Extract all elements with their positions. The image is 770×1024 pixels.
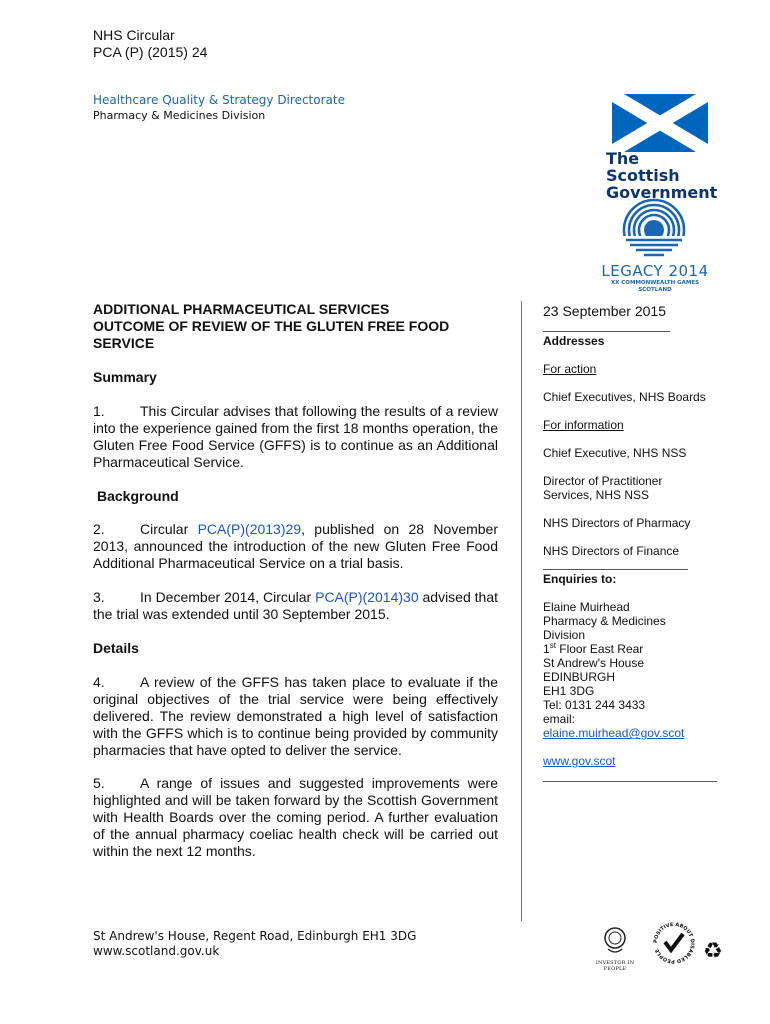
contact-telephone: Tel: 0131 244 3433 [543,698,646,712]
recycle-icon: ♻ [703,938,723,963]
legacy-title: LEGACY 2014 [601,262,709,280]
contact-floor: 1st Floor East Rear [543,641,644,656]
division-name: Pharmacy & Medicines Division [93,109,266,122]
circular-date: 23 September 2015 [543,303,666,319]
contact-email-link[interactable]: elaine.muirhead@gov.scot [543,726,685,740]
circular-line-2: PCA (P) (2015) 24 [93,44,208,60]
legacy-sub-1: XX COMMONWEALTH GAMES [610,280,700,286]
contact-name: Elaine Muirhead [543,600,630,614]
background-heading: Background [97,488,179,504]
divider-rule [543,331,670,332]
contact-block: Elaine Muirhead Pharmacy & Medicines Division 1st Floor East Rear St Andrew's House EDINBURGH EH1 3DG Tel: 0131 244 3433 email: elaine.muirhead@gov.scot [543,600,685,740]
main-content [93,301,498,860]
gov-logo-line-2: Government [606,183,718,202]
footer-address [93,929,416,959]
for-action-label: For action [543,362,597,376]
legacy-logo-text [600,262,710,294]
circular-reference [93,27,207,61]
for-information-label: For information [543,418,624,432]
address-director-practitioner: Director of Practitioner Services, NHS NSS [543,474,663,502]
address-directors-pharmacy: NHS Directors of Pharmacy [543,516,691,530]
circular-2014-30-link[interactable]: PCA(P)(2014)30 [315,589,419,605]
paragraph-4: 4. A review of the GFFS has taken place to evaluate if the original objectives of the trial service were being effectively delivered. The review demonstrated a high level of satisfaction with the GFFS which is to continue being provided by community pharmacies that have opted to deliver the service. [93,674,498,758]
directorate-block [93,92,345,124]
paragraph-1: 1. This Circular advises that following the results of a review into the experience gained from the first 18 months operation, the Gluten Free Food Service (GFFS) is to continue as an Additional Pharmaceutical Service. [93,403,498,470]
laurel-wreath-icon [602,925,628,955]
address-chief-exec-nss: Chief Executive, NHS NSS [543,446,687,460]
paragraph-5: 5. A range of issues and suggested improvements were highlighted and will be taken forward by the Scottish Government with Health Boards over the coming period. A further evaluation of the annual pharmacy coeliac health check will be carried out within the next 12 months. [93,775,498,859]
enquiries-heading: Enquiries to: [543,572,617,586]
disability-confident-logo [651,920,697,966]
address-chief-executives: Chief Executives, NHS Boards [543,390,706,404]
paragraph-2: 2. Circular PCA(P)(2013)29, published on 28 November 2013, announced the introduction of the new Gluten Free Food Additional Pharmaceutical Service on a trial basis. [93,521,498,571]
gov-scot-website-link[interactable]: www.gov.scot [543,754,616,768]
circular-line-1: NHS Circular [93,27,175,43]
investor-text: INVESTOR IN PEOPLE [595,960,635,972]
legacy-sub-2: SCOTLAND [638,287,672,293]
svg-text:POSITIVE ABOUT DISABLED PEOPLE: POSITIVE ABOUT DISABLED PEOPLE [652,921,696,965]
divider-rule [543,781,717,782]
legacy-rings-icon [622,198,686,262]
address-directors-finance: NHS Directors of Finance [543,544,680,558]
gov-logo-line-1: The Scottish [606,149,680,185]
addresses-heading: Addresses [543,334,605,348]
details-heading: Details [93,640,139,656]
summary-heading: Summary [93,369,157,385]
footer-street: St Andrew's House, Regent Road, Edinburgh EH1 3DG [93,929,417,943]
footer-website: www.scotland.gov.uk [93,944,220,958]
scottish-government-logo-text [606,150,716,201]
saltire-flag-icon [612,94,708,152]
directorate-name: Healthcare Quality & Strategy Directorate [93,93,345,107]
investor-in-people-logo [586,925,644,972]
circular-2013-29-link[interactable]: PCA(P)(2013)29 [197,521,302,537]
paragraph-3: 3. In December 2014, Circular PCA(P)(2014)30 advised that the trial was extended until 30 September 2015. [93,589,499,622]
disability-badge-icon [651,920,697,966]
document-title: ADDITIONAL PHARMACEUTICAL SERVICES OUTCOME OF REVIEW OF THE GLUTEN FREE FOOD SERVICE [93,301,450,351]
divider-rule [543,569,688,570]
column-divider [521,301,522,921]
